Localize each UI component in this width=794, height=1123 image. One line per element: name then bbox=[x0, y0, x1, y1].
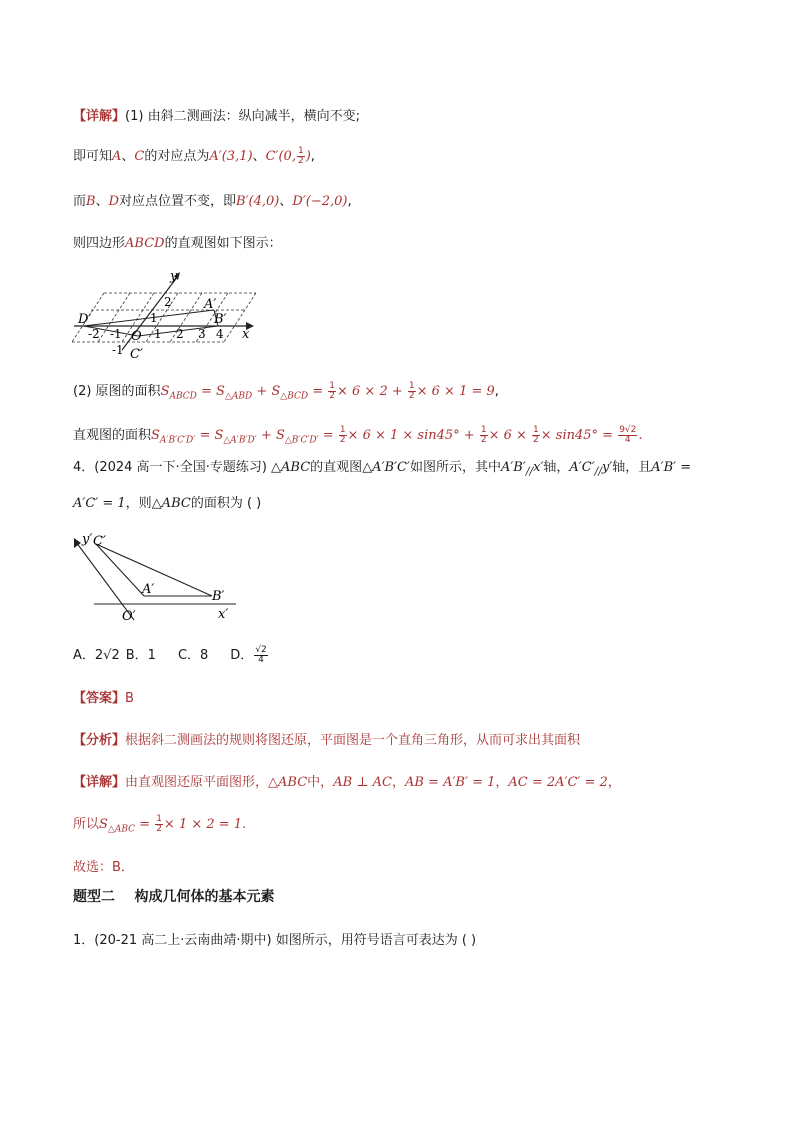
math: A′B′ = bbox=[651, 460, 692, 475]
tick-x-1: 1 bbox=[154, 327, 162, 341]
math-B-prime: B′(4,0) bbox=[236, 194, 280, 209]
math: △ABC bbox=[271, 460, 311, 475]
point-A-prime: A′ bbox=[204, 297, 217, 312]
subscript: △BCD bbox=[280, 391, 309, 402]
denominator: 2 bbox=[408, 391, 415, 401]
math: × 6 × 2 + bbox=[337, 384, 407, 399]
text: 的对应点为 bbox=[144, 149, 210, 164]
numerator: 1 bbox=[480, 425, 487, 435]
math: △ABC bbox=[151, 496, 191, 511]
text: 、 bbox=[95, 194, 109, 209]
text: 轴，且 bbox=[612, 460, 652, 475]
text: 而 bbox=[73, 194, 87, 209]
math: S bbox=[160, 384, 170, 399]
math: A′B′ bbox=[500, 460, 526, 475]
detail-line-6 bbox=[73, 426, 643, 451]
numerator: 1 bbox=[408, 381, 415, 391]
math: = bbox=[318, 428, 338, 443]
point-B-prime: B′ bbox=[214, 312, 227, 327]
text: 所以 bbox=[73, 817, 100, 832]
math: S bbox=[151, 428, 160, 443]
fraction bbox=[155, 815, 163, 834]
math-D: D bbox=[108, 194, 120, 209]
numerator: √2 bbox=[255, 645, 267, 655]
math: (0, bbox=[278, 149, 296, 164]
subscript: △A′B′D′ bbox=[223, 435, 257, 446]
text: 由直观图还原平面图形， bbox=[125, 775, 269, 790]
question-4-line-1 bbox=[73, 458, 691, 482]
math: = bbox=[308, 384, 328, 399]
subscript: △ABC bbox=[107, 824, 136, 835]
fraction bbox=[328, 382, 336, 401]
detail-line-3 bbox=[73, 192, 352, 212]
math: A′C′ bbox=[569, 460, 595, 475]
text: 、 bbox=[252, 149, 266, 164]
detail-line-1 bbox=[73, 107, 360, 127]
math: x′ bbox=[533, 460, 544, 475]
math: × 6 × 1 × sin45° + bbox=[347, 428, 479, 443]
detail-text: (1) 由斜二测画法：纵向减半，横向不变; bbox=[125, 109, 360, 124]
tick-x-4: 4 bbox=[216, 327, 224, 341]
detail-line-4 bbox=[73, 234, 282, 254]
answer-line bbox=[73, 689, 134, 709]
math-ABCD: ABCD bbox=[125, 236, 165, 251]
subscript: ABCD bbox=[169, 391, 197, 402]
text: (2) 原图的面积 bbox=[73, 384, 161, 399]
choose-line bbox=[73, 858, 134, 878]
point-C-prime: C′ bbox=[93, 534, 106, 549]
math: = bbox=[135, 817, 155, 832]
math: AC = 2A′C′ = 2 bbox=[508, 775, 608, 790]
denominator: 2 bbox=[480, 435, 487, 445]
x-axis-label: x bbox=[242, 327, 250, 342]
fraction bbox=[254, 646, 267, 665]
origin-label: O bbox=[131, 329, 142, 344]
math: × 6 × bbox=[488, 428, 532, 443]
denominator: 2 bbox=[533, 435, 539, 445]
y-prime-axis-label: y′ bbox=[82, 532, 93, 547]
tick-y-neg1: -1 bbox=[112, 343, 124, 357]
math: . bbox=[638, 428, 643, 443]
option-D: D． bbox=[230, 648, 254, 663]
math: + S bbox=[256, 428, 285, 443]
detail-tag: 【详解】 bbox=[73, 775, 126, 790]
math-C: C bbox=[134, 149, 145, 164]
denominator: 4 bbox=[258, 655, 264, 665]
numerator: 9√2 bbox=[619, 425, 637, 435]
math-A: A bbox=[112, 149, 122, 164]
analysis-tag: 【分析】 bbox=[73, 733, 126, 748]
math: A′C′ = 1 bbox=[73, 496, 126, 511]
math-A-prime: A′(3,1) bbox=[209, 149, 253, 164]
tick-y-2: 2 bbox=[164, 295, 172, 309]
denominator: 4 bbox=[624, 435, 631, 445]
answer-value: B bbox=[125, 691, 134, 706]
math: y′ bbox=[601, 460, 613, 475]
text: , bbox=[347, 194, 352, 209]
point-C-prime: C′ bbox=[130, 347, 143, 362]
math-C-prime: C′ bbox=[265, 149, 279, 164]
math: = S bbox=[195, 428, 224, 443]
text: , bbox=[310, 149, 315, 164]
text: 轴， bbox=[543, 460, 570, 475]
fraction bbox=[618, 426, 637, 445]
text: 直观图的面积 bbox=[73, 428, 152, 443]
detail-line-5 bbox=[73, 382, 499, 407]
math: S bbox=[99, 817, 108, 832]
denominator: 2 bbox=[297, 156, 304, 166]
origin-O-prime: O′ bbox=[122, 609, 136, 623]
analysis-line bbox=[73, 731, 580, 751]
numerator: 1 bbox=[329, 381, 335, 391]
point-A-prime: A′ bbox=[142, 582, 155, 597]
text: 对应点位置不变，即 bbox=[119, 194, 237, 209]
text: 中， bbox=[307, 775, 334, 790]
math: × sin45° = bbox=[540, 428, 618, 443]
fraction bbox=[480, 426, 488, 445]
numerator: 1 bbox=[156, 814, 162, 824]
option-C: C．8 bbox=[177, 648, 209, 663]
text: ， bbox=[495, 775, 509, 790]
math: = S bbox=[196, 384, 225, 399]
math: // bbox=[594, 464, 602, 478]
math: ) bbox=[305, 149, 311, 164]
point-B-prime: B′ bbox=[212, 589, 225, 604]
math: AB = A′B′ = 1 bbox=[404, 775, 496, 790]
tick-y-1: 1 bbox=[150, 311, 158, 325]
text: 、 bbox=[121, 149, 135, 164]
text: ， bbox=[607, 775, 621, 790]
math: × 6 × 1 = 9 bbox=[416, 384, 495, 399]
subscript: △ABD bbox=[224, 391, 253, 402]
y-axis-label: y bbox=[170, 269, 178, 284]
text: 的直观图如下图示： bbox=[164, 236, 282, 251]
question-4-line-2 bbox=[73, 494, 261, 514]
text: 4．(2024 高一下·全国·专题练习) bbox=[73, 460, 272, 475]
text: ，则 bbox=[125, 496, 152, 511]
math: // bbox=[525, 464, 534, 478]
text: . bbox=[242, 817, 247, 832]
options-row bbox=[73, 646, 269, 666]
tick-x-neg1: -1 bbox=[110, 327, 122, 341]
fraction bbox=[339, 426, 347, 445]
tick-x-neg2: -2 bbox=[88, 327, 100, 341]
math: + S bbox=[252, 384, 281, 399]
numerator: 1 bbox=[533, 425, 539, 435]
analysis-text: 根据斜二测画法的规则将图还原，平面图是一个直角三角形，从而可求出其面积 bbox=[125, 733, 581, 748]
math: △A′B′C′ bbox=[362, 460, 410, 475]
math: × 1 × 2 = 1 bbox=[163, 817, 243, 832]
x-prime-axis-label: x′ bbox=[218, 607, 229, 622]
denominator: 2 bbox=[156, 824, 162, 834]
subscript: A′B′C′D′ bbox=[159, 435, 196, 446]
detail-line-2 bbox=[73, 147, 315, 167]
text: , bbox=[494, 384, 499, 399]
denominator: 2 bbox=[339, 435, 346, 445]
tick-x-2: 2 bbox=[176, 327, 184, 341]
math: △ABC bbox=[268, 775, 308, 790]
option-A: A．2√2 bbox=[73, 648, 120, 663]
section-heading: 题型二 构成几何体的基本元素 bbox=[73, 889, 275, 905]
text: 即可知 bbox=[73, 149, 113, 164]
text: 的面积为 ( ) bbox=[190, 496, 262, 511]
question-1: 1．(20-21 高二上·云南曲靖·期中) 如图所示，用符号语言可表达为 ( ) bbox=[73, 933, 477, 948]
tick-x-3: 3 bbox=[198, 327, 206, 341]
point-D-prime: D′ bbox=[78, 312, 92, 327]
numerator: 1 bbox=[297, 146, 304, 156]
figure-oblique-quadrilateral bbox=[68, 266, 268, 366]
detail-line-q4 bbox=[73, 773, 621, 793]
figure-oblique-triangle bbox=[70, 528, 240, 623]
fraction bbox=[408, 382, 416, 401]
math-D-prime: D′(−2,0) bbox=[292, 194, 348, 209]
choose-text: 故选：B． bbox=[73, 860, 134, 875]
fraction bbox=[297, 147, 305, 166]
text: 的直观图 bbox=[310, 460, 363, 475]
option-B: B．1 bbox=[125, 648, 156, 663]
subscript: △B′C′D′ bbox=[284, 435, 319, 446]
conclusion-line bbox=[73, 815, 246, 840]
text: 、 bbox=[279, 194, 293, 209]
text: 如图所示，其中 bbox=[409, 460, 501, 475]
math: AB ⊥ AC bbox=[333, 775, 392, 790]
detail-tag: 【详解】 bbox=[73, 109, 126, 124]
denominator: 2 bbox=[329, 391, 335, 401]
numerator: 1 bbox=[339, 425, 346, 435]
fraction bbox=[532, 426, 540, 445]
text: 则四边形 bbox=[73, 236, 126, 251]
text: ， bbox=[391, 775, 405, 790]
answer-tag: 【答案】 bbox=[73, 691, 126, 706]
math-B: B bbox=[86, 194, 96, 209]
